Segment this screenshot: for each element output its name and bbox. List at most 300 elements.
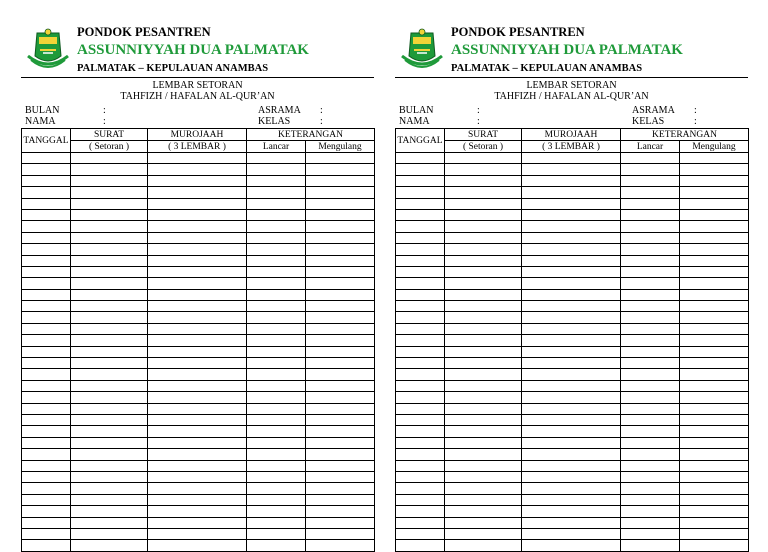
table-cell[interactable]	[445, 198, 522, 209]
table-cell[interactable]	[522, 517, 621, 528]
table-cell[interactable]	[522, 323, 621, 334]
table-cell[interactable]	[396, 278, 445, 289]
table-cell[interactable]	[396, 437, 445, 448]
table-cell[interactable]	[71, 301, 148, 312]
table-cell[interactable]	[621, 460, 680, 471]
table-cell[interactable]	[71, 483, 148, 494]
table-cell[interactable]	[396, 494, 445, 505]
table-cell[interactable]	[621, 426, 680, 437]
table-cell[interactable]	[621, 187, 680, 198]
table-cell[interactable]	[445, 164, 522, 175]
table-cell[interactable]	[396, 153, 445, 164]
table-cell[interactable]	[621, 289, 680, 300]
table-cell[interactable]	[148, 301, 247, 312]
table-cell[interactable]	[621, 232, 680, 243]
table-cell[interactable]	[621, 153, 680, 164]
table-cell[interactable]	[522, 221, 621, 232]
table-cell[interactable]	[71, 323, 148, 334]
table-cell[interactable]	[621, 380, 680, 391]
table-cell[interactable]	[22, 517, 71, 528]
table-cell[interactable]	[522, 483, 621, 494]
table-cell[interactable]	[306, 403, 375, 414]
table-cell[interactable]	[306, 244, 375, 255]
table-cell[interactable]	[680, 449, 749, 460]
table-cell[interactable]	[306, 255, 375, 266]
table-cell[interactable]	[247, 437, 306, 448]
table-cell[interactable]	[396, 346, 445, 357]
table-cell[interactable]	[22, 380, 71, 391]
table-cell[interactable]	[247, 449, 306, 460]
table-cell[interactable]	[306, 506, 375, 517]
table-cell[interactable]	[148, 255, 247, 266]
table-cell[interactable]	[396, 209, 445, 220]
table-cell[interactable]	[680, 483, 749, 494]
table-cell[interactable]	[22, 437, 71, 448]
table-cell[interactable]	[680, 346, 749, 357]
table-cell[interactable]	[445, 346, 522, 357]
table-cell[interactable]	[522, 244, 621, 255]
table-cell[interactable]	[621, 483, 680, 494]
table-cell[interactable]	[247, 278, 306, 289]
table-cell[interactable]	[522, 153, 621, 164]
table-cell[interactable]	[71, 209, 148, 220]
table-cell[interactable]	[22, 528, 71, 539]
table-cell[interactable]	[680, 517, 749, 528]
table-cell[interactable]	[247, 244, 306, 255]
table-cell[interactable]	[148, 198, 247, 209]
table-cell[interactable]	[148, 153, 247, 164]
table-cell[interactable]	[621, 266, 680, 277]
table-cell[interactable]	[247, 232, 306, 243]
table-cell[interactable]	[522, 187, 621, 198]
table-cell[interactable]	[306, 198, 375, 209]
table-cell[interactable]	[306, 175, 375, 186]
table-cell[interactable]	[680, 460, 749, 471]
table-cell[interactable]	[148, 449, 247, 460]
table-cell[interactable]	[306, 323, 375, 334]
table-cell[interactable]	[22, 483, 71, 494]
table-cell[interactable]	[71, 244, 148, 255]
table-cell[interactable]	[680, 540, 749, 551]
table-cell[interactable]	[522, 392, 621, 403]
table-cell[interactable]	[306, 449, 375, 460]
table-cell[interactable]	[621, 323, 680, 334]
table-cell[interactable]	[306, 232, 375, 243]
table-cell[interactable]	[148, 369, 247, 380]
table-cell[interactable]	[306, 494, 375, 505]
table-cell[interactable]	[22, 312, 71, 323]
table-cell[interactable]	[306, 289, 375, 300]
table-cell[interactable]	[71, 517, 148, 528]
table-cell[interactable]	[71, 153, 148, 164]
table-cell[interactable]	[445, 244, 522, 255]
table-cell[interactable]	[445, 301, 522, 312]
table-cell[interactable]	[621, 369, 680, 380]
table-cell[interactable]	[22, 506, 71, 517]
table-cell[interactable]	[22, 460, 71, 471]
table-cell[interactable]	[306, 312, 375, 323]
table-cell[interactable]	[680, 221, 749, 232]
table-cell[interactable]	[247, 255, 306, 266]
table-cell[interactable]	[306, 471, 375, 482]
table-cell[interactable]	[680, 392, 749, 403]
table-cell[interactable]	[621, 346, 680, 357]
table-cell[interactable]	[71, 335, 148, 346]
table-cell[interactable]	[680, 506, 749, 517]
table-cell[interactable]	[445, 426, 522, 437]
table-cell[interactable]	[22, 175, 71, 186]
table-cell[interactable]	[396, 414, 445, 425]
table-cell[interactable]	[680, 175, 749, 186]
table-cell[interactable]	[680, 153, 749, 164]
table-cell[interactable]	[306, 517, 375, 528]
table-cell[interactable]	[306, 221, 375, 232]
table-cell[interactable]	[445, 483, 522, 494]
table-cell[interactable]	[621, 221, 680, 232]
table-cell[interactable]	[621, 494, 680, 505]
table-cell[interactable]	[445, 392, 522, 403]
table-cell[interactable]	[680, 289, 749, 300]
table-cell[interactable]	[522, 232, 621, 243]
table-cell[interactable]	[148, 380, 247, 391]
table-cell[interactable]	[445, 506, 522, 517]
table-cell[interactable]	[522, 528, 621, 539]
table-cell[interactable]	[22, 278, 71, 289]
table-cell[interactable]	[71, 289, 148, 300]
table-cell[interactable]	[148, 506, 247, 517]
table-cell[interactable]	[396, 198, 445, 209]
table-cell[interactable]	[71, 221, 148, 232]
table-cell[interactable]	[148, 335, 247, 346]
table-cell[interactable]	[148, 494, 247, 505]
table-cell[interactable]	[621, 335, 680, 346]
table-cell[interactable]	[621, 301, 680, 312]
table-cell[interactable]	[680, 232, 749, 243]
table-cell[interactable]	[71, 164, 148, 175]
table-cell[interactable]	[445, 449, 522, 460]
table-cell[interactable]	[148, 437, 247, 448]
table-cell[interactable]	[71, 414, 148, 425]
table-cell[interactable]	[621, 244, 680, 255]
table-cell[interactable]	[22, 153, 71, 164]
table-cell[interactable]	[522, 312, 621, 323]
table-cell[interactable]	[445, 335, 522, 346]
table-cell[interactable]	[396, 517, 445, 528]
table-cell[interactable]	[148, 483, 247, 494]
table-cell[interactable]	[522, 426, 621, 437]
table-cell[interactable]	[680, 266, 749, 277]
table-cell[interactable]	[522, 460, 621, 471]
table-cell[interactable]	[22, 403, 71, 414]
table-cell[interactable]	[306, 380, 375, 391]
table-cell[interactable]	[22, 346, 71, 357]
table-cell[interactable]	[247, 517, 306, 528]
table-cell[interactable]	[22, 266, 71, 277]
table-cell[interactable]	[247, 540, 306, 551]
table-cell[interactable]	[680, 335, 749, 346]
table-cell[interactable]	[445, 255, 522, 266]
table-cell[interactable]	[396, 164, 445, 175]
table-cell[interactable]	[306, 426, 375, 437]
table-cell[interactable]	[621, 517, 680, 528]
table-cell[interactable]	[445, 187, 522, 198]
table-cell[interactable]	[522, 494, 621, 505]
table-cell[interactable]	[148, 221, 247, 232]
table-cell[interactable]	[445, 278, 522, 289]
table-cell[interactable]	[247, 312, 306, 323]
table-cell[interactable]	[247, 323, 306, 334]
table-cell[interactable]	[247, 266, 306, 277]
table-cell[interactable]	[396, 380, 445, 391]
table-cell[interactable]	[306, 392, 375, 403]
table-cell[interactable]	[71, 187, 148, 198]
table-cell[interactable]	[306, 414, 375, 425]
table-cell[interactable]	[71, 540, 148, 551]
table-cell[interactable]	[396, 483, 445, 494]
table-cell[interactable]	[522, 449, 621, 460]
table-cell[interactable]	[445, 209, 522, 220]
table-cell[interactable]	[445, 437, 522, 448]
table-cell[interactable]	[22, 471, 71, 482]
table-cell[interactable]	[22, 414, 71, 425]
table-cell[interactable]	[396, 323, 445, 334]
table-cell[interactable]	[522, 540, 621, 551]
table-cell[interactable]	[148, 460, 247, 471]
table-cell[interactable]	[396, 232, 445, 243]
table-cell[interactable]	[22, 369, 71, 380]
table-cell[interactable]	[445, 221, 522, 232]
table-cell[interactable]	[148, 187, 247, 198]
table-cell[interactable]	[247, 175, 306, 186]
table-cell[interactable]	[445, 494, 522, 505]
table-cell[interactable]	[148, 164, 247, 175]
table-cell[interactable]	[247, 221, 306, 232]
table-cell[interactable]	[148, 289, 247, 300]
table-cell[interactable]	[445, 289, 522, 300]
table-cell[interactable]	[306, 153, 375, 164]
table-cell[interactable]	[621, 198, 680, 209]
table-cell[interactable]	[71, 278, 148, 289]
table-cell[interactable]	[396, 358, 445, 369]
table-cell[interactable]	[396, 449, 445, 460]
table-cell[interactable]	[306, 164, 375, 175]
table-cell[interactable]	[247, 506, 306, 517]
table-cell[interactable]	[522, 403, 621, 414]
table-cell[interactable]	[247, 198, 306, 209]
table-cell[interactable]	[148, 540, 247, 551]
table-cell[interactable]	[71, 494, 148, 505]
table-cell[interactable]	[396, 392, 445, 403]
table-cell[interactable]	[306, 209, 375, 220]
table-cell[interactable]	[522, 380, 621, 391]
table-cell[interactable]	[680, 278, 749, 289]
table-cell[interactable]	[445, 517, 522, 528]
table-cell[interactable]	[621, 278, 680, 289]
table-cell[interactable]	[247, 187, 306, 198]
table-cell[interactable]	[247, 380, 306, 391]
table-cell[interactable]	[680, 414, 749, 425]
table-cell[interactable]	[522, 358, 621, 369]
table-cell[interactable]	[680, 209, 749, 220]
table-cell[interactable]	[621, 209, 680, 220]
table-cell[interactable]	[22, 187, 71, 198]
table-cell[interactable]	[247, 209, 306, 220]
table-cell[interactable]	[396, 255, 445, 266]
table-cell[interactable]	[396, 266, 445, 277]
table-cell[interactable]	[148, 209, 247, 220]
table-cell[interactable]	[22, 540, 71, 551]
table-cell[interactable]	[680, 426, 749, 437]
table-cell[interactable]	[148, 528, 247, 539]
table-cell[interactable]	[306, 540, 375, 551]
table-cell[interactable]	[522, 437, 621, 448]
table-cell[interactable]	[22, 244, 71, 255]
table-cell[interactable]	[247, 358, 306, 369]
table-cell[interactable]	[522, 198, 621, 209]
table-cell[interactable]	[445, 403, 522, 414]
table-cell[interactable]	[680, 358, 749, 369]
table-cell[interactable]	[621, 414, 680, 425]
table-cell[interactable]	[247, 164, 306, 175]
table-cell[interactable]	[247, 528, 306, 539]
table-cell[interactable]	[522, 301, 621, 312]
table-cell[interactable]	[445, 266, 522, 277]
table-cell[interactable]	[445, 369, 522, 380]
table-cell[interactable]	[522, 175, 621, 186]
table-cell[interactable]	[22, 221, 71, 232]
table-cell[interactable]	[680, 164, 749, 175]
table-cell[interactable]	[396, 244, 445, 255]
table-cell[interactable]	[71, 358, 148, 369]
table-cell[interactable]	[445, 323, 522, 334]
table-cell[interactable]	[396, 471, 445, 482]
table-cell[interactable]	[621, 528, 680, 539]
table-cell[interactable]	[71, 369, 148, 380]
table-cell[interactable]	[148, 278, 247, 289]
table-cell[interactable]	[22, 232, 71, 243]
table-cell[interactable]	[306, 358, 375, 369]
table-cell[interactable]	[680, 312, 749, 323]
table-cell[interactable]	[306, 528, 375, 539]
table-cell[interactable]	[247, 414, 306, 425]
table-cell[interactable]	[71, 175, 148, 186]
table-cell[interactable]	[445, 312, 522, 323]
table-cell[interactable]	[71, 346, 148, 357]
table-cell[interactable]	[306, 346, 375, 357]
table-cell[interactable]	[680, 198, 749, 209]
table-cell[interactable]	[522, 255, 621, 266]
table-cell[interactable]	[445, 175, 522, 186]
table-cell[interactable]	[247, 494, 306, 505]
table-cell[interactable]	[396, 301, 445, 312]
table-cell[interactable]	[148, 266, 247, 277]
table-cell[interactable]	[680, 437, 749, 448]
table-cell[interactable]	[396, 528, 445, 539]
table-cell[interactable]	[71, 312, 148, 323]
table-cell[interactable]	[396, 312, 445, 323]
table-cell[interactable]	[22, 209, 71, 220]
table-cell[interactable]	[22, 164, 71, 175]
table-cell[interactable]	[621, 392, 680, 403]
table-cell[interactable]	[247, 369, 306, 380]
table-cell[interactable]	[71, 426, 148, 437]
table-cell[interactable]	[306, 460, 375, 471]
table-cell[interactable]	[22, 358, 71, 369]
table-cell[interactable]	[680, 255, 749, 266]
table-cell[interactable]	[148, 312, 247, 323]
table-cell[interactable]	[247, 460, 306, 471]
table-cell[interactable]	[396, 187, 445, 198]
table-cell[interactable]	[148, 175, 247, 186]
table-cell[interactable]	[680, 187, 749, 198]
table-cell[interactable]	[396, 460, 445, 471]
table-cell[interactable]	[522, 266, 621, 277]
table-cell[interactable]	[522, 346, 621, 357]
table-cell[interactable]	[522, 164, 621, 175]
table-cell[interactable]	[445, 471, 522, 482]
table-cell[interactable]	[396, 540, 445, 551]
table-cell[interactable]	[396, 175, 445, 186]
table-cell[interactable]	[148, 392, 247, 403]
table-cell[interactable]	[71, 506, 148, 517]
table-cell[interactable]	[148, 346, 247, 357]
table-cell[interactable]	[621, 175, 680, 186]
table-cell[interactable]	[621, 437, 680, 448]
table-cell[interactable]	[621, 506, 680, 517]
table-cell[interactable]	[148, 232, 247, 243]
table-cell[interactable]	[522, 278, 621, 289]
table-cell[interactable]	[247, 471, 306, 482]
table-cell[interactable]	[71, 392, 148, 403]
table-cell[interactable]	[621, 403, 680, 414]
table-cell[interactable]	[148, 426, 247, 437]
table-cell[interactable]	[22, 255, 71, 266]
table-cell[interactable]	[522, 414, 621, 425]
table-cell[interactable]	[148, 358, 247, 369]
table-cell[interactable]	[71, 471, 148, 482]
table-cell[interactable]	[247, 335, 306, 346]
table-cell[interactable]	[680, 494, 749, 505]
table-cell[interactable]	[522, 471, 621, 482]
table-cell[interactable]	[247, 289, 306, 300]
table-cell[interactable]	[522, 335, 621, 346]
table-cell[interactable]	[148, 414, 247, 425]
table-cell[interactable]	[71, 198, 148, 209]
table-cell[interactable]	[680, 403, 749, 414]
table-cell[interactable]	[71, 266, 148, 277]
table-cell[interactable]	[522, 209, 621, 220]
table-cell[interactable]	[71, 380, 148, 391]
table-cell[interactable]	[680, 244, 749, 255]
table-cell[interactable]	[247, 346, 306, 357]
table-cell[interactable]	[680, 369, 749, 380]
table-cell[interactable]	[148, 471, 247, 482]
table-cell[interactable]	[22, 301, 71, 312]
table-cell[interactable]	[445, 232, 522, 243]
table-cell[interactable]	[621, 255, 680, 266]
table-cell[interactable]	[445, 153, 522, 164]
table-cell[interactable]	[71, 528, 148, 539]
table-cell[interactable]	[396, 369, 445, 380]
table-cell[interactable]	[680, 301, 749, 312]
table-cell[interactable]	[148, 517, 247, 528]
table-cell[interactable]	[621, 471, 680, 482]
table-cell[interactable]	[621, 164, 680, 175]
table-cell[interactable]	[522, 289, 621, 300]
table-cell[interactable]	[621, 358, 680, 369]
table-cell[interactable]	[680, 380, 749, 391]
table-cell[interactable]	[306, 437, 375, 448]
